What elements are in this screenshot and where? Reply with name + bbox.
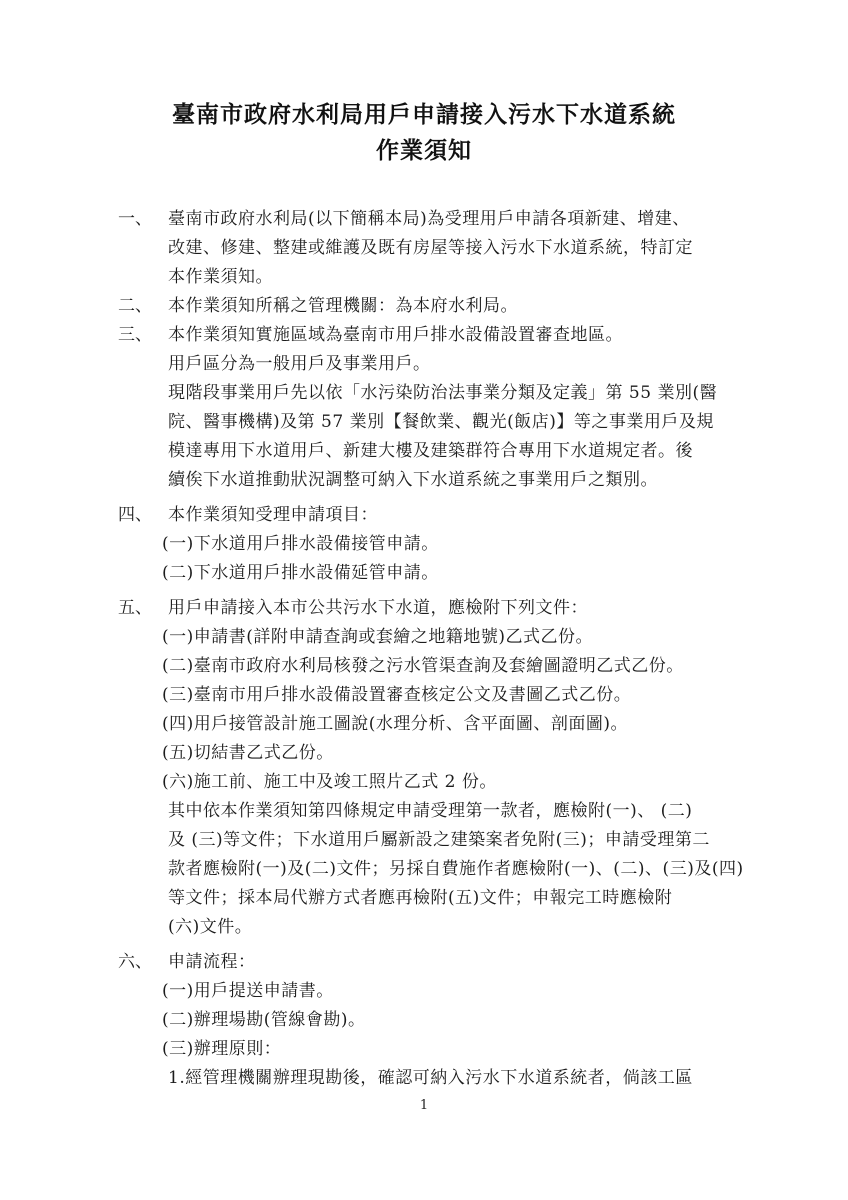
section-2-number: 二、 (118, 296, 152, 316)
section-5-line-8: 其中依本作業須知第四條規定申請受理第一款者，應檢附(一)、 (二) (168, 801, 693, 821)
section-3-line-2: 用戶區分為一般用戶及事業用戶。 (168, 354, 431, 374)
section-6-line-2: (一)用戶提送申請書。 (162, 981, 334, 1001)
section-3-number: 三、 (118, 325, 152, 345)
section-3-line-5: 模達專用下水道用戶、新建大樓及建築群符合專用下水道規定者。後 (168, 441, 693, 461)
section-5-line-6: (五)切結書乙式乙份。 (162, 743, 334, 763)
section-1-number: 一、 (118, 209, 152, 229)
section-6-line-1: 申請流程： (168, 952, 256, 972)
section-5-line-2: (一)申請書(詳附申請查詢或套繪之地籍地號)乙式乙份。 (162, 627, 594, 647)
section-4-line-3: (二)下水道用戶排水設備延管申請。 (162, 563, 439, 583)
section-5-line-10: 款者應檢附(一)及(二)文件；另採自費施作者應檢附(一)、(二)、(三)及(四) (168, 859, 744, 879)
section-4-line-1: 本作業須知受理申請項目： (168, 505, 378, 525)
section-5-line-3: (二)臺南市政府水利局核發之污水管渠查詢及套繪圖證明乙式乙份。 (162, 656, 684, 676)
section-5-line-5: (四)用戶接管設計施工圖說(水理分析、含平面圖、剖面圖)。 (162, 714, 629, 734)
section-5-line-1: 用戶申請接入本市公共污水下水道，應檢附下列文件： (168, 598, 588, 618)
section-4-number: 四、 (118, 505, 152, 525)
page-number: 1 (419, 1098, 429, 1113)
section-1-line-2: 改建、修建、整建或維護及既有房屋等接入污水下水道系統，特訂定 (168, 238, 693, 258)
section-3-line-3: 現階段事業用戶先以依「水污染防治法事業分類及定義」第 55 業別(醫 (168, 383, 718, 403)
section-6-line-4: (三)辦理原則： (162, 1039, 282, 1059)
section-5-number: 五、 (118, 598, 152, 618)
section-6-line-5: 1.經管理機關辦理現勘後，確認可納入污水下水道系統者，倘該工區 (168, 1068, 693, 1088)
document-title-line-1: 臺南市政府水利局用戶申請接入污水下水道系統 (172, 102, 676, 128)
section-5-line-9: 及 (三)等文件；下水道用戶屬新設之建築案者免附(三)；申請受理第二 (168, 830, 710, 850)
section-3-line-6: 續俟下水道推動狀況調整可納入下水道系統之事業用戶之類別。 (168, 470, 658, 490)
section-5-line-12: (六)文件。 (168, 917, 253, 937)
section-6-number: 六、 (118, 952, 152, 972)
section-5-line-4: (三)臺南市用戶排水設備設置審查核定公文及書圖乙式乙份。 (162, 685, 632, 705)
section-5-line-11: 等文件；採本局代辦方式者應再檢附(五)文件；申報完工時應檢附 (168, 888, 673, 908)
section-3-line-1: 本作業須知實施區域為臺南市用戶排水設備設置審查地區。 (168, 325, 623, 345)
section-1-line-1: 臺南市政府水利局(以下簡稱本局)為受理用戶申請各項新建、增建、 (168, 209, 690, 229)
section-4-line-2: (一)下水道用戶排水設備接管申請。 (162, 534, 439, 554)
section-6-line-3: (二)辦理場勘(管線會勘)。 (162, 1010, 366, 1030)
section-5-line-7: (六)施工前、施工中及竣工照片乙式 2 份。 (162, 772, 497, 792)
section-2-line-1: 本作業須知所稱之管理機關：為本府水利局。 (168, 296, 518, 316)
section-3-line-4: 院、醫事機構)及第 57 業別【餐飲業、觀光(飯店)】等之事業用戶及規 (168, 412, 714, 432)
document-title-line-2: 作業須知 (376, 138, 472, 164)
section-1-line-3: 本作業須知。 (168, 267, 273, 287)
